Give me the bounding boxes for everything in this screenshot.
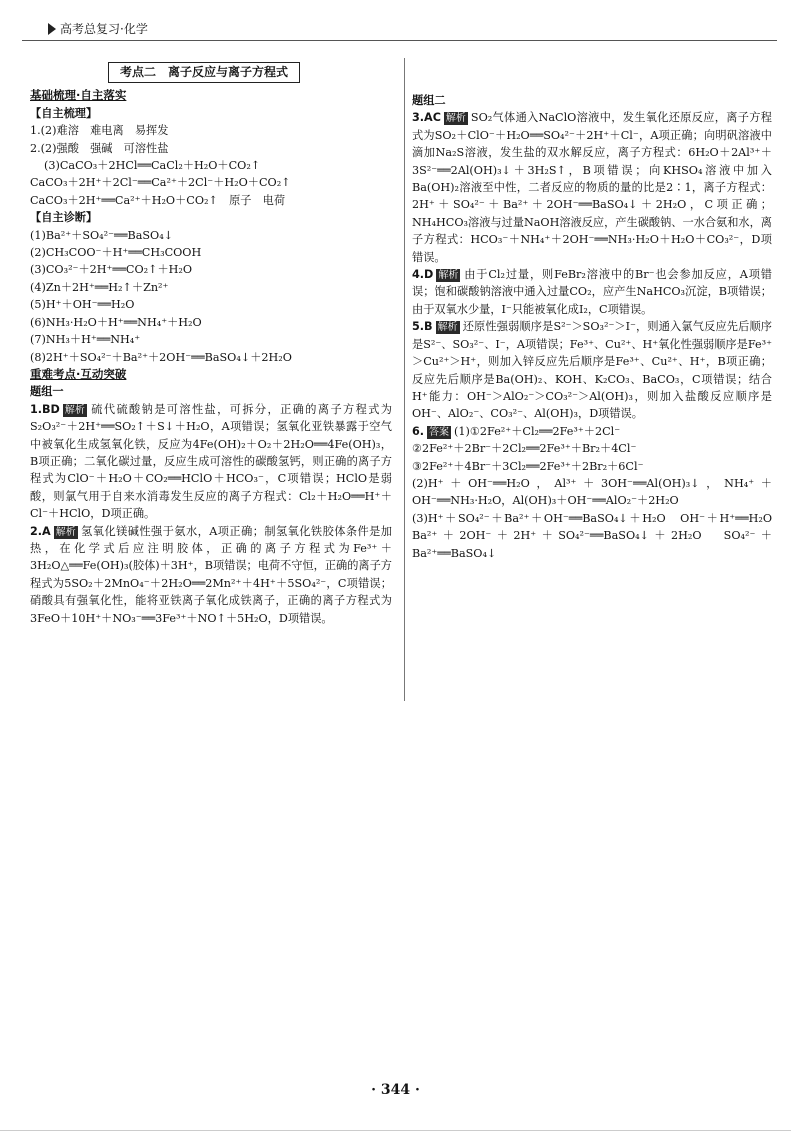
- q4-explanation: 由于Cl₂过量，则FeBr₂溶液中的Br⁻也会参加反应，A项错误；饱和碳酸钠溶液中通入过量CO₂，应产生NaHCO₃沉淀，B项错误；由于双氧水少量，I⁻只能被氧化成I₂，C项错误。: [412, 268, 772, 316]
- q1-explanation: 硫代硫酸钠是可溶性盐，可拆分，正确的离子方程式为S₂O₃²⁻＋2H⁺══SO₂↑＋S↓＋H₂O，A项错误；氢氧化亚铁暴露于空气中被氧化生成氢氧化铁，反应为4Fe(OH)₂＋O₂＋2H₂O══4Fe(OH)₃，B项正确；二氧化碳过量，反应生成可溶性的碳酸氢钙，则正确的离子方程式为ClO⁻＋H₂O＋CO₂══HClO＋HCO₃⁻，C项错误；HClO是弱酸，则氯气用于自来水消毒发生反应的离子方程式：Cl₂＋H₂O══H⁺＋Cl⁻＋HClO，D项正确。: [30, 402, 392, 521]
- question-2: [30, 523, 392, 627]
- question-4: [412, 266, 772, 318]
- q6-answer-2: ②2Fe²⁺＋2Br⁻＋2Cl₂══2Fe³⁺＋Br₂＋4Cl⁻: [412, 442, 637, 456]
- review-line-4: CaCO₃＋2H⁺＋2Cl⁻══Ca²⁺＋2Cl⁻＋H₂O＋CO₂↑: [30, 176, 291, 190]
- q6-answer-1: (1)①2Fe²⁺＋Cl₂══2Fe³⁺＋2Cl⁻: [454, 424, 621, 438]
- header-title: 高考总复习·化学: [60, 22, 148, 36]
- q3-answer: 3.AC: [412, 111, 441, 125]
- left-column: [30, 62, 392, 627]
- header-rule: [22, 40, 777, 41]
- question-1: [30, 401, 392, 523]
- right-column: [412, 92, 784, 562]
- diagnosis-line-1: (1)Ba²⁺＋SO₄²⁻══BaSO₄↓: [30, 228, 174, 242]
- page-number: · 344 ·: [371, 1082, 420, 1098]
- diagnosis-line-8: (8)2H⁺＋SO₄²⁻＋Ba²⁺＋2OH⁻══BaSO₄↓＋2H₂O: [30, 350, 292, 364]
- q4-answer: 4.D: [412, 268, 434, 282]
- diagnosis-line-2: (2)CH₃COO⁻＋H⁺══CH₃COOH: [30, 246, 202, 260]
- subsection-self-diagnosis: 【自主诊断】: [30, 211, 98, 225]
- triangle-icon: [48, 23, 56, 35]
- bottom-rule: [0, 1130, 791, 1131]
- diagnosis-line-3: (3)CO₃²⁻＋2H⁺══CO₂↑＋H₂O: [30, 263, 193, 277]
- analysis-tag: 解析: [55, 526, 76, 538]
- review-line-3: (3)CaCO₃＋2HCl══CaCl₂＋H₂O＋CO₂↑: [44, 159, 261, 173]
- analysis-tag: 解析: [437, 322, 458, 334]
- topic-title: 考点二 离子反应与离子方程式: [108, 62, 300, 83]
- review-line-5: CaCO₃＋2H⁺══Ca²⁺＋H₂O＋CO₂↑ 原子 电荷: [30, 193, 286, 207]
- answer-tag: 答案: [429, 426, 450, 438]
- q2-answer: 2.A: [30, 524, 51, 538]
- group-2-title: 题组二: [412, 94, 446, 107]
- group-1-title: 题组一: [30, 385, 64, 399]
- diagnosis-line-4: (4)Zn＋2H⁺══H₂↑＋Zn²⁺: [30, 280, 169, 294]
- q3-explanation: SO₂气体通入NaClO溶液中，发生氧化还原反应，离子方程式为SO₂＋ClO⁻＋H₂O══SO₄²⁻＋2H⁺＋Cl⁻，A项正确；向明矾溶液中滴加Na₂S溶液，发生盐的双水解反应，离子方程式：6H₂O＋2Al³⁺＋3S²⁻══2Al(OH)₃↓＋3H₂S↑，B项错误；向KHSO₄溶液中加入Ba(OH)₂溶液至中性，二者反应的物质的量的比是2∶1，离子方程式：2H⁺＋SO₄²⁻＋Ba²⁺＋2OH⁻══BaSO₄↓＋2H₂O，C项正确；NH₄HCO₃溶液与过量NaOH溶液反应，产生碳酸钠、一水合氨和水，离子方程式：HCO₃⁻＋NH₄⁺＋2OH⁻══NH₃·H₂O＋H₂O＋CO₃²⁻，D项错误。: [412, 111, 772, 264]
- q6-number: 6.: [412, 424, 425, 438]
- review-line-1: 1.(2)难溶 难电离 易挥发: [30, 124, 169, 138]
- diagnosis-line-7: (7)NH₃＋H⁺══NH₄⁺: [30, 333, 141, 347]
- q6-answer-5: (3)H⁺＋SO₄²⁻＋Ba²⁺＋OH⁻══BaSO₄↓＋H₂O OH⁻＋H⁺══H₂O Ba²⁺＋2OH⁻＋2H⁺＋SO₄²⁻══BaSO₄↓＋2H₂O SO₄²⁻＋Ba²⁺══BaSO₄↓: [412, 511, 784, 560]
- q5-explanation: 还原性强弱顺序是S²⁻＞SO₃²⁻＞I⁻，则通入氯气反应先后顺序是S²⁻、SO₃²⁻、I⁻，A项错误；Fe³⁺、Cu²⁺、H⁺氧化性强弱顺序是Fe³⁺＞Cu²⁺＞H⁺，则加入锌反应先后顺序是Fe³⁺、Cu²⁺、H⁺，B项正确；反应先后顺序是Ba(OH)₂、KOH、K₂CO₃、BaCO₃，C项错误；结合H⁺能力：OH⁻＞AlO₂⁻＞CO₃²⁻＞Al(OH)₃，则加入盐酸反应顺序是OH⁻、AlO₂⁻、CO₃²⁻、Al(OH)₃，D项错误。: [412, 320, 772, 421]
- analysis-tag: 解析: [445, 113, 466, 125]
- diagnosis-line-6: (6)NH₃·H₂O＋H⁺══NH₄⁺＋H₂O: [30, 315, 202, 329]
- q6-answer-3: ③2Fe²⁺＋4Br⁻＋3Cl₂══2Fe³⁺＋2Br₂＋6Cl⁻: [412, 459, 644, 473]
- question-3: [412, 109, 772, 266]
- q1-answer: 1.BD: [30, 402, 60, 416]
- analysis-tag: 解析: [438, 270, 459, 282]
- section-title-basics: 基础梳理·自主落实: [30, 88, 127, 103]
- q6-answer-4: (2)H⁺＋OH⁻══H₂O，Al³⁺＋3OH⁻══Al(OH)₃↓，NH₄⁺＋OH⁻══NH₃·H₂O，Al(OH)₃＋OH⁻══AlO₂⁻＋2H₂O: [412, 476, 772, 508]
- column-divider: [404, 58, 405, 701]
- diagnosis-line-5: (5)H⁺＋OH⁻══H₂O: [30, 298, 135, 312]
- page-header: [48, 20, 148, 37]
- analysis-tag: 解析: [64, 404, 85, 416]
- question-5: [412, 318, 772, 422]
- q2-explanation: 氢氧化镁碱性强于氨水，A项正确；制氢氧化铁胶体条件是加热，在化学式后应注明胶体，正确的离子方程式为Fe³⁺＋3H₂O△══Fe(OH)₃(胶体)＋3H⁺，B项错误；电荷不守恒，正确的离子方程式为5SO₂＋2MnO₄⁻＋2H₂O══2Mn²⁺＋4H⁺＋5SO₄²⁻，C项错误；硝酸具有强氧化性，能将亚铁离子氧化成铁离子，正确的离子方程式为3FeO＋10H⁺＋NO₃⁻══3Fe³⁺＋NO↑＋5H₂O，D项错误。: [30, 524, 392, 625]
- section-title-key-points: 重难考点·互动突破: [30, 366, 127, 381]
- review-line-2: 2.(2)强酸 强碱 可溶性盐: [30, 141, 169, 155]
- q5-answer: 5.B: [412, 320, 433, 334]
- subsection-self-review: 【自主梳理】: [30, 106, 98, 120]
- question-6: [412, 423, 772, 440]
